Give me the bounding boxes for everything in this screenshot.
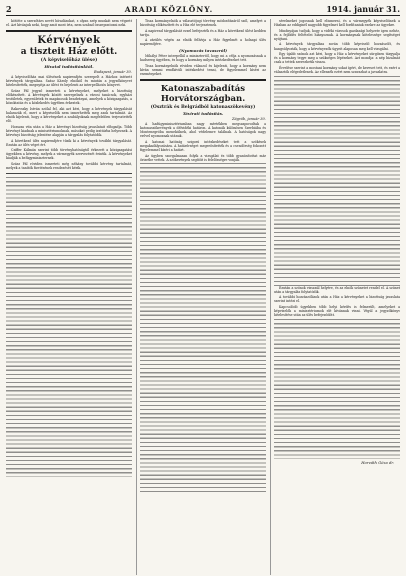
paragraph: A képviselőház mai ülésének napirendjén szerepelt a Házhoz intézett kérvények tárgyalása. Szász Károly elnököl és miután a jegyzőkönyvet hitelesítették, megnyitja az ülést és bejelenti az interpellációs könyvet.	[6, 75, 132, 88]
page-header	[6, 4, 400, 16]
paragraph: Érvelése szerint a mostani kormány sokat ígért, de keveset tett, és ezért a választók elégedetlenek. Az ellenzék ezért nem szavazhat a javaslatra.	[274, 65, 400, 75]
text-block	[274, 76, 400, 286]
paragraph: Mindnyájan tudjuk, hogy a vidéki városok gazdasági helyzete igen nehéz, és a fejlődés feltételei hiányoznak. A kormánynak kötelessége segítséget nyújtani.	[274, 28, 400, 41]
paragraph: A következő ülés napirendjére tűzik ki a kérvények további tárgyalását. Ezután az ülés véget ért.	[6, 138, 132, 147]
paragraph: Szász Pál jegyző ismerteti a kérvényeket, melyeket a bizottság előkészített. A kérvények között szerepelnek a városi tanácsok, egyházi testületek, egyesületek és magánosok beadványai, amelyek a közigazgatás, a közoktatás és a közlekedés ügyében érkeztek.	[6, 88, 132, 106]
section-subheading: (Nyomozás tavaszról)	[178, 48, 227, 54]
paragraph: A katonai hatóság szigorú intézkedéseket tett a szökések megakadályozására. A határőrséget megerősítették és a csendőrség fokozott figyelemmel kíséri a határt.	[140, 139, 266, 153]
paragraph: A napirend tárgyalását ezzel befejezték és a Ház a következő ülést kedden tartja.	[140, 28, 266, 37]
paragraph: Tisza kormányelnök a választójogi törvény módosításáról szól, amelyet a bizottság előkészített és a Ház elé terjesztenek.	[140, 19, 266, 28]
paragraph: Ezután a szónok visszaül helyére, és az elnök szünetet rendel el. A szünet után a tárgyalás folytatódik.	[274, 285, 400, 294]
paragraph: Cziffer Kálmán szerint több törvényhatóságtól érkezett a közigazgatási ügyekben a kérvény, melyek a vármegyék szervezését érintik. A kérvényeket kiadják a belügyminiszternek.	[6, 148, 132, 161]
article-subtitle: Horvátországban.	[160, 94, 246, 105]
page-number: 2	[6, 4, 12, 14]
paragraph: sérelmeket jogosnak kell elismerni, és a vármegyék képviselőinek a Házban az eddiginél nagyobb figyelmet kell fordítaniuk ezekre az ügyekre.	[274, 19, 400, 28]
paragraph: Egy újabb szónok azt kéri, hogy a Ház a kérvényeket sürgősen tárgyalja és a kormány tegye meg a szükséges lépéseket. Azt mondja: a nép bizalmát csak a tettek szerezhetik vissza.	[274, 52, 400, 65]
paragraph: Tisza kormányelnök röviden válaszol és kijelenti, hogy a kormány nem kíván semmi rendkívüli intézkedést tenni, de figyelemmel kíséri az eseményeket.	[140, 63, 266, 76]
divider	[140, 79, 266, 81]
paragraph: Az ügyben szorgalmasan folyik a vizsgálat és több gyanúsítottat már őrizetbe vettek. A szökevények segítőit is felelősségre vonják.	[140, 153, 266, 162]
paragraph: A kérvények tárgyalása során több képviselő hozzászólt, és hangsúlyozták, hogy a kérvényezők ügyeit alaposan meg kell vizsgálni.	[274, 42, 400, 51]
paragraph: A további hozzászólások után a Ház a kérvényeket a bizottság javaslata szerint intézi el.	[274, 295, 400, 304]
paragraph: Szász Pál röviden ismerteti még néhány további kérvény tartalmát, melyek a tanítók fizetésének rendezését kérik.	[6, 161, 132, 171]
article-dateline: Zágráb, január 30.	[232, 117, 266, 122]
column-2	[136, 19, 266, 575]
article-dateline: Budapest, január 30.	[93, 70, 132, 75]
author-signature: Horváth Géza dr.	[361, 459, 394, 465]
column-3	[270, 19, 400, 575]
text-block	[140, 163, 266, 493]
issue-date: 1914. január 31.	[326, 4, 400, 14]
paragraph: Kapcsolódó ügyekben több helyi kérdés is felmerült, amelyeket a képviselők a minisztériumok elé kívánnak vinni. Végül a jegyzőkönyv hitelesítése után az ülés befejeződött.	[274, 305, 400, 318]
paragraph: Hosszas vita után a Ház a kérvényi bizottság javaslatait elfogadja. Több kérvényt kiadnak a minisztériumoknak, másokat pedig irattárba helyeznek. A kérvényi bizottság jelentése alapján a tárgyalás folytatódik.	[6, 124, 132, 137]
newspaper-title: ARADI KÖZLÖNY.	[124, 4, 214, 14]
article-title: Kérvények	[37, 35, 101, 47]
article-subtitle-note: (Osztrák és Belgrádból katonaszökevény)	[150, 105, 256, 111]
article-title: Katonaszabadítás	[160, 84, 246, 95]
intro-text: kötötte a szerzőtárs nevét híradásokat, s olyan szép munkát nem végzett el. Azt kívánjuk neki, hogy amit most írta, nem szabad összepontozni neki.	[6, 19, 132, 28]
paragraph: A zárülés végén az elnök felhívja a Ház figyelmét a holnapi ülés napirendjére.	[140, 38, 266, 47]
article-subtitle-note: (A képviselőház ülése)	[40, 58, 98, 64]
text-block	[274, 319, 400, 459]
article-subtitle: a tiszteit Ház előtt.	[20, 47, 118, 58]
article-source: Hivatal tudósítónktól.	[44, 64, 94, 70]
divider	[6, 30, 132, 32]
paragraph: Rakovszky István szólal fel, aki azt kéri, hogy a kérvények tárgyalását halasszák el, mert a képviselők nem ismerhették meg azok tartalmát. Az elnök kijelenti, hogy a kérvényeket a szabályoknak megfelelően terjesztették elő.	[6, 106, 132, 124]
article-source: Távirati tudósítás.	[182, 111, 224, 117]
text-block	[6, 177, 132, 477]
paragraph: A hadügyminisztériumban nagy mértékben megszaporodtak a katonaszökevények a délvidéki határon. A katonák különösen Szerbiába és Montenegróba menekülnek, ahol védelemre találnak. A hatóságok nagy erővel nyomoznak utánuk.	[140, 122, 266, 139]
column-1	[6, 19, 132, 575]
paragraph: Mihályi Péter interpellál a minisztertől, hogy mi a célja a nyomozásnak a hadsereg ügyében, és hogy a kormány milyen intézkedéseket tett.	[140, 54, 266, 63]
divider	[6, 173, 132, 174]
